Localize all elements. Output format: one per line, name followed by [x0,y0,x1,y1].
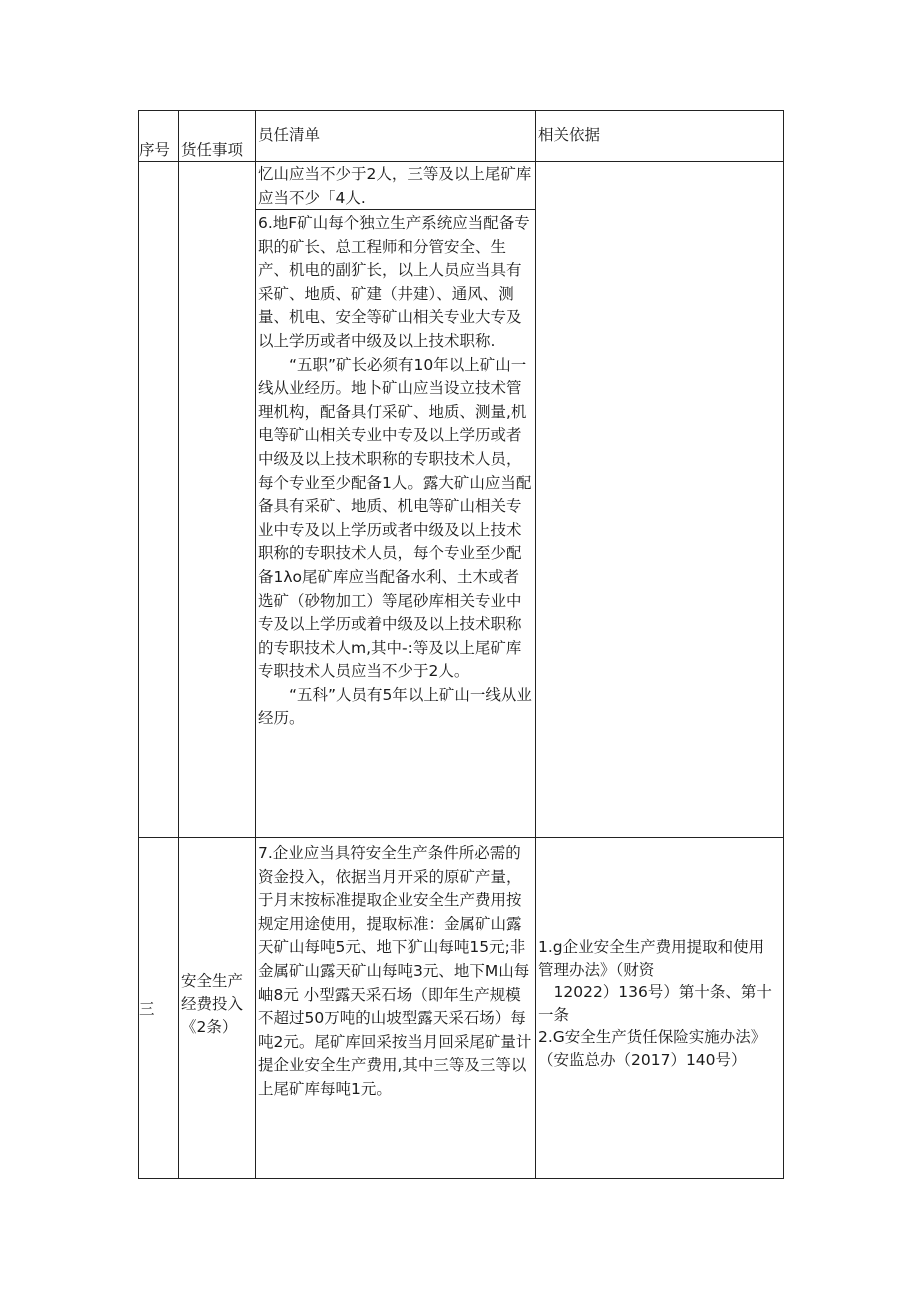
header-list: 员任清单 [258,126,321,144]
row2-basis: 1.g企业安全生产费用提取和使用 管理办法》（财资 12022）136号）第十条、第十 一条 2.G安全生产货任保险实施办法》 （安监总办（2017）140号） [538,938,772,1069]
table-bottom-border [138,1178,784,1179]
row2-list [258,842,533,1102]
table-top-border [138,110,784,111]
row2-seq: 三 [139,1000,155,1018]
row1-list-part1: 忆山应当不少于2人，三等及以上尾矿库应当不少「4人. [258,165,532,207]
row1-list-para1: 6.地F矿山每个独立生产系统应当配备专职的矿长、总工程师和分管安全、生产、机电的副犷长，以上人员应当具有采矿、地质、矿建（井建）、通风、测量、机电、安全等矿山相关专业大专及以上学历或者中级及以上技术职称. [258,214,530,350]
row1-list-main [258,212,533,731]
row1-list-para2: “五职”矿长必须有10年以上矿山一线从业经历。地卜矿山应当设立技术管理机构，配备具仃采矿、地质、测量,机电等矿山相关专业中专及以上学历或者中级及以上技术职称的专职技术人员，每个专业至少配备1人。露大矿山应当配备具有采矿、地质、机电等矿山相关专业中专及以上学历或者中级及以上技术职称的专职技术人员，每个专业至少配备1λo尾矿库应当配备水利、土木或者选矿（砂物加工）等尾砂库相关专业中专及以上学历或着中级及以上技术职称的专职技术人m,其中-:等及以上尾矿库专职技术人员应当不少于2人。 [258,355,532,681]
header-seq: 序号 [139,141,171,159]
table-right-border [783,110,784,1179]
row2-list-para: 7.企业应当具符安全生产条件所必需的资金投入，依据当月开采的原矿产量，于月末按标准提取企业安全生产费用按规定用途使用，提取标准：金属矿山露天矿山每吨5元、地下犷山每吨15元;非金属矿山露天矿山每吨3元、地下M山每岫8元 小型露天采石场（即年生产规模不超过50万吨的山坡型露天采石场）每吨2元。尾矿库回采按当月回采尾矿量计提企业安全生产费用,其中三等及三等以上尾矿库每吨1元。 [258,844,532,1098]
col-divider-2 [255,110,256,1179]
row1-list-para3: “五科”人员有5年以上矿山一线从业经历。 [258,685,532,728]
row2-item: 安全生产 经费投入 《2条） [181,972,244,1036]
header-bottom-border [138,161,784,162]
col-divider-1 [178,110,179,1179]
header-basis: 相关依据 [538,126,601,144]
row1-list-continued [258,163,533,210]
header-item: 货任事项 [181,141,244,159]
row-divider [138,837,784,838]
col-divider-3 [535,110,536,1179]
